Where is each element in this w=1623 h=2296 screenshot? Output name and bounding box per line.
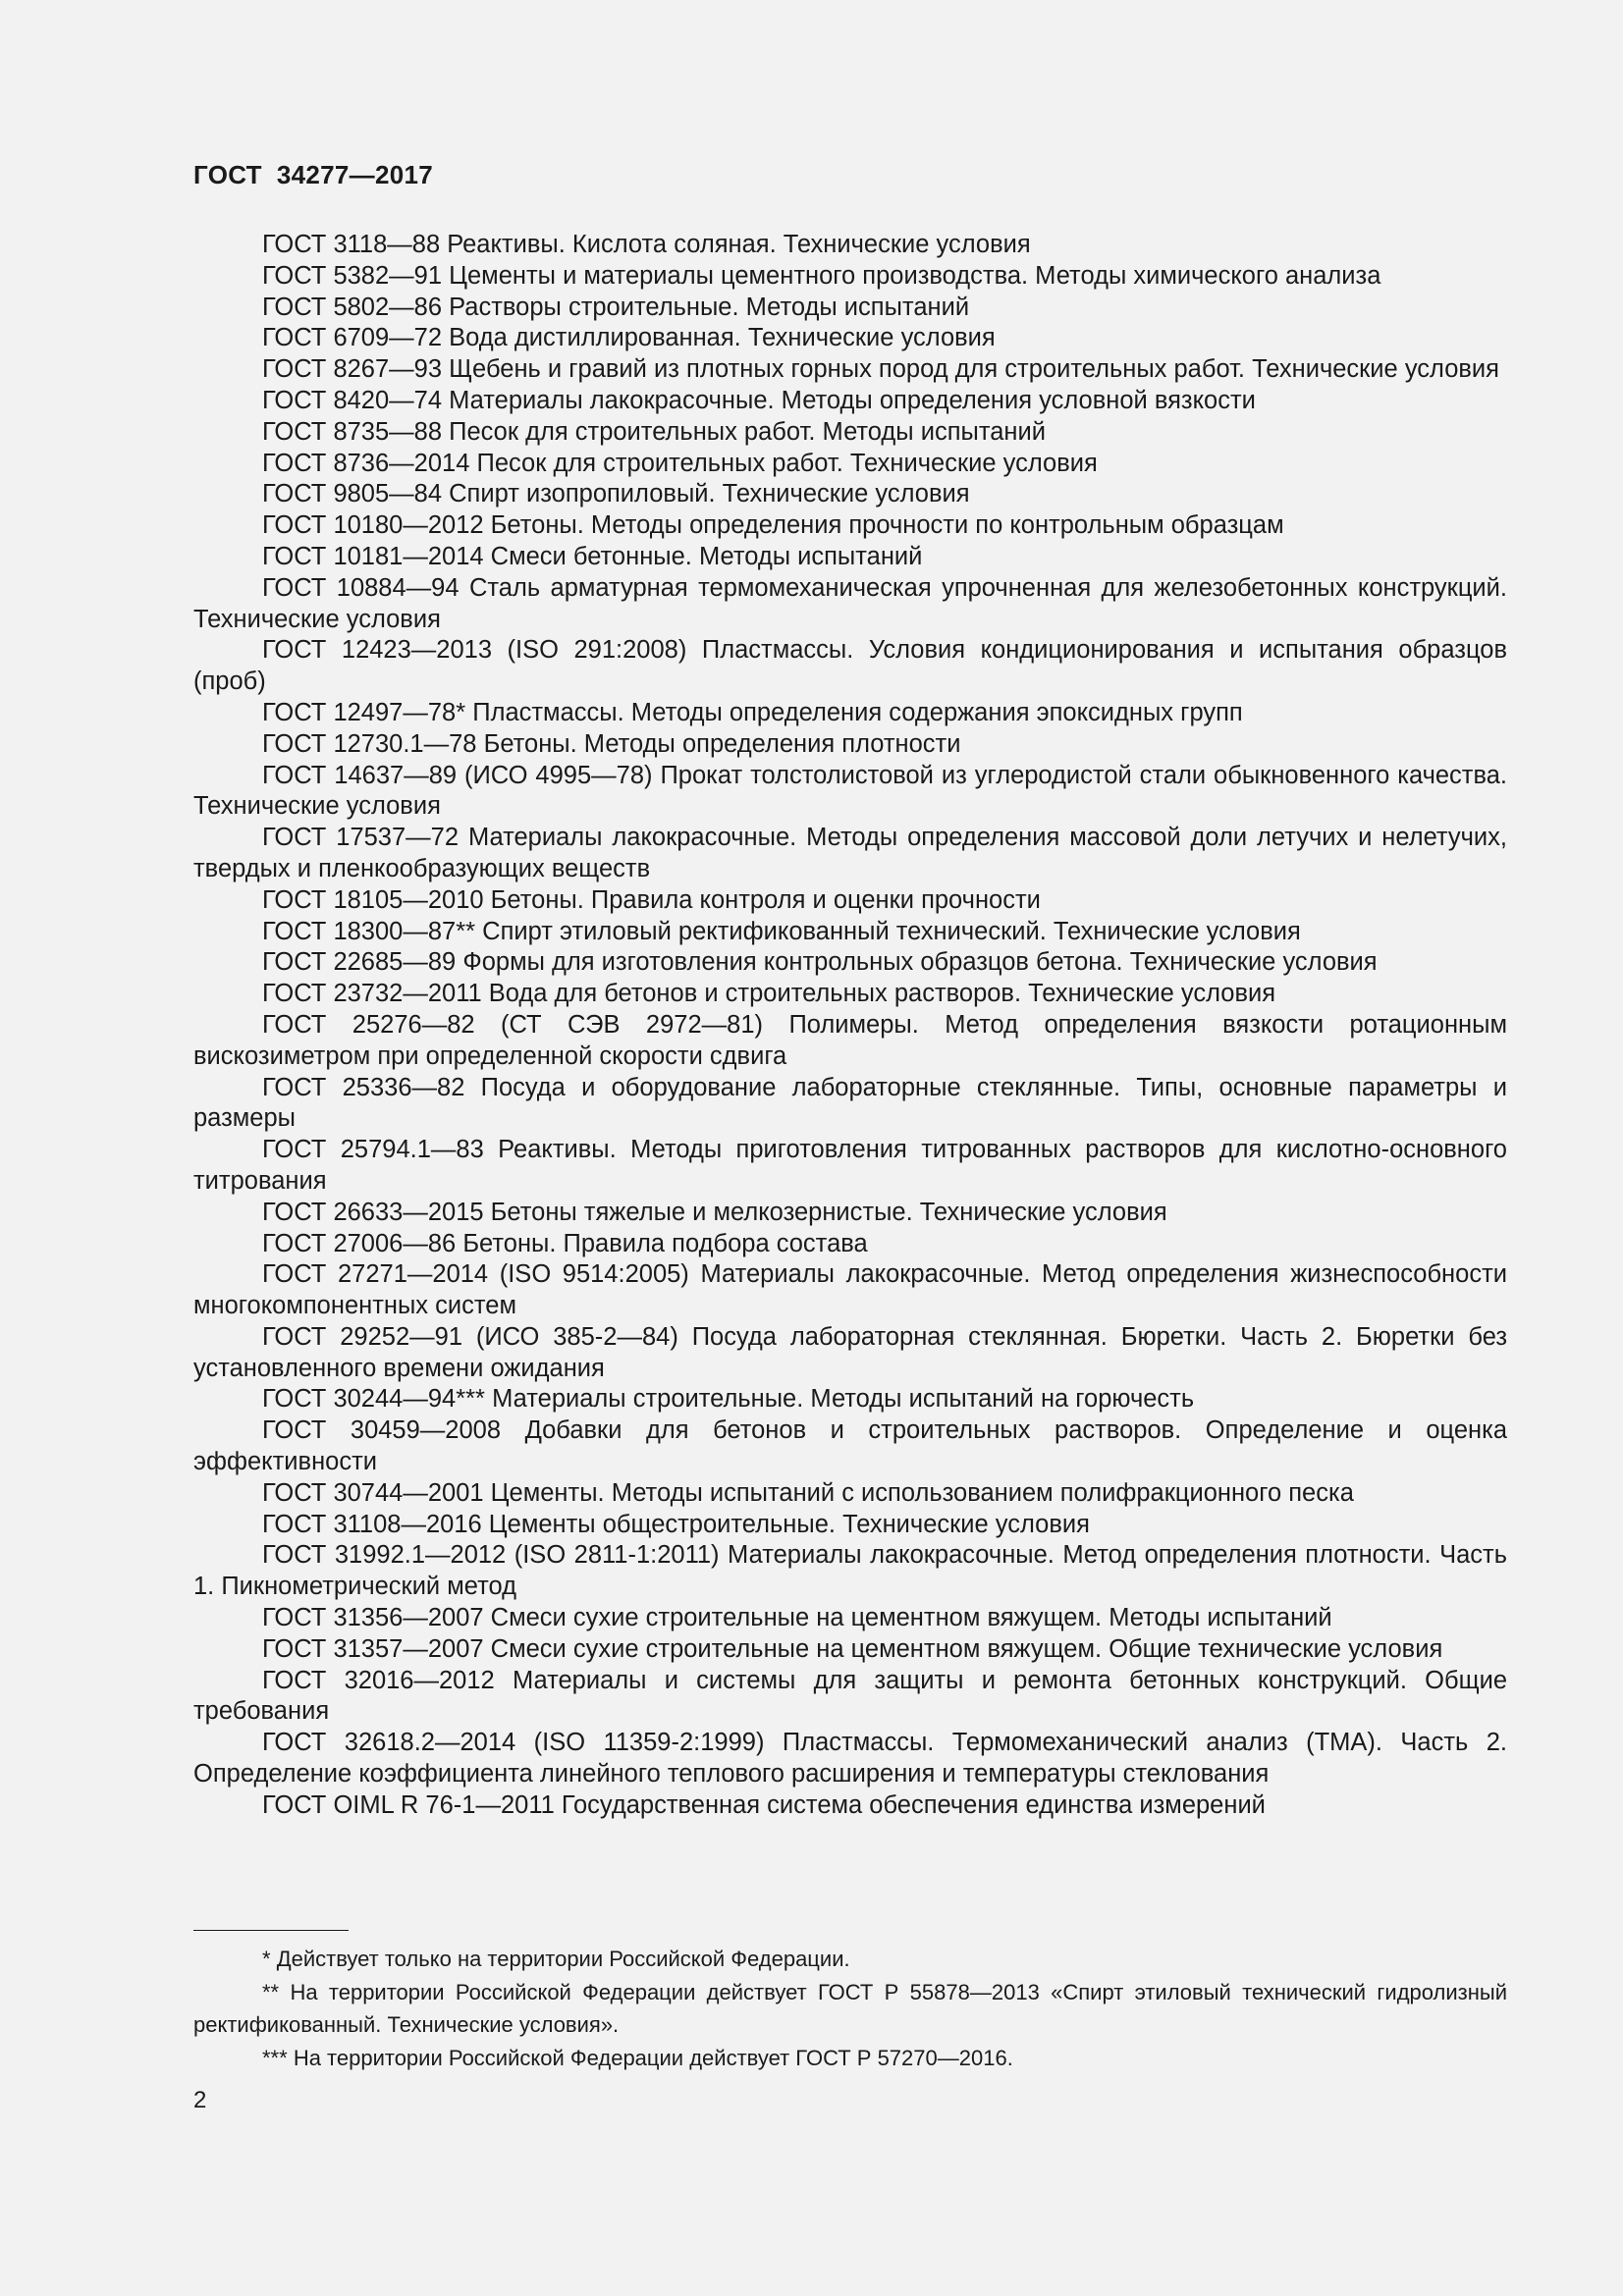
footnote-text: Действует только на территории Российской Федерации.: [276, 1947, 850, 1971]
reference-title: Вода для бетонов и строительных растворов. Технические условия: [488, 980, 1276, 1008]
reference-entry: [193, 1666, 1507, 1729]
reference-code: ГОСТ 18105—2010: [262, 885, 484, 914]
reference-code: ГОСТ 29252—91 (ИСО 385-2—84): [262, 1322, 678, 1351]
footnote-mark: **: [262, 1979, 280, 2004]
reference-entry: [193, 261, 1507, 293]
page-header-standard-number: ГОСТ 34277—2017: [193, 160, 434, 189]
reference-entry: [193, 417, 1507, 449]
reference-code: ГОСТ 8735—88: [262, 417, 443, 446]
reference-title: Прокат толстолистовой из углеродистой стали обыкновенного качества. Технические условия: [193, 761, 1507, 821]
reference-entry: [193, 823, 1507, 885]
reference-entry: [193, 729, 1507, 761]
reference-code: ГОСТ 23732—2011: [262, 980, 482, 1008]
reference-title: Щебень и гравий из плотных горных пород для строительных работ. Технические условия: [449, 355, 1499, 384]
reference-entry: [193, 1229, 1507, 1260]
reference-entry: [193, 1010, 1507, 1073]
reference-title: Цементы и материалы цементного производства. Методы химического анализа: [449, 261, 1381, 290]
reference-code: ГОСТ 25336—82: [262, 1073, 465, 1101]
reference-entry: [193, 1510, 1507, 1541]
reference-title: Спирт этиловый ректификованный технический. Технические условия: [482, 917, 1301, 945]
reference-entry: [193, 1135, 1507, 1198]
footnote-separator: [193, 1930, 349, 1931]
reference-title: Посуда лабораторная стеклянная. Бюретки. Часть 2. Бюретки без установленного времени ожидания: [193, 1322, 1508, 1382]
reference-title: Песок для строительных работ. Технические условия: [476, 449, 1098, 477]
reference-title: Добавки для бетонов и строительных растворов. Определение и оценка эффективности: [193, 1416, 1507, 1476]
reference-code: ГОСТ 3118—88: [262, 231, 441, 258]
reference-code: ГОСТ 12423—2013 (ISO 291:2008): [262, 636, 687, 665]
reference-code: ГОСТ 8736—2014: [262, 449, 470, 477]
reference-entry: [193, 1540, 1507, 1603]
reference-code: ГОСТ 27271—2014 (ISO 9514:2005): [262, 1260, 689, 1289]
reference-code: ГОСТ 8267—93: [262, 355, 443, 384]
reference-code: ГОСТ 14637—89 (ИСО 4995—78): [262, 761, 653, 789]
reference-title: Смеси сухие строительные на цементном вяжущем. Методы испытаний: [490, 1604, 1332, 1632]
reference-title: Пластмассы. Методы определения содержания эпоксидных групп: [472, 698, 1243, 726]
reference-code: ГОСТ OIML R 76-1—2011: [262, 1790, 555, 1819]
reference-entry: [193, 1603, 1507, 1634]
reference-code: ГОСТ 31108—2016: [262, 1510, 482, 1538]
reference-entry: [193, 573, 1507, 636]
reference-code: ГОСТ 12497—78*: [262, 698, 466, 726]
reference-code: ГОСТ 22685—89: [262, 948, 457, 977]
reference-title: Сталь арматурная термомеханическая упрочненная для железобетонных конструкций. Технические условия: [193, 573, 1507, 633]
reference-code: ГОСТ 31357—2007: [262, 1634, 484, 1663]
reference-entry: [193, 323, 1507, 354]
reference-entry: [193, 761, 1507, 824]
reference-entry: [193, 698, 1507, 729]
reference-code: ГОСТ 27006—86: [262, 1229, 457, 1257]
reference-title: Вода дистиллированная. Технические условия: [449, 324, 996, 352]
reference-code: ГОСТ 30459—2008: [262, 1416, 502, 1445]
reference-title: Пластмассы. Условия кондиционирования и испытания образцов (проб): [193, 636, 1507, 696]
footnote: [193, 1943, 1507, 1976]
reference-code: ГОСТ 10181—2014: [262, 542, 484, 570]
reference-title: Цементы. Методы испытаний с использованием полифракционного песка: [490, 1478, 1354, 1507]
reference-entry: [193, 479, 1507, 510]
reference-code: ГОСТ 10884—94: [262, 573, 460, 602]
reference-title: Бетоны. Методы определения прочности по контрольным образцам: [490, 511, 1284, 540]
reference-entry: [193, 386, 1507, 417]
reference-title: Растворы строительные. Методы испытаний: [449, 293, 970, 321]
reference-title: Реактивы. Кислота соляная. Технические условия: [447, 231, 1031, 258]
reference-code: ГОСТ 31992.1—2012 (ISO 2811-1:2011): [262, 1541, 720, 1570]
reference-entry: [193, 542, 1507, 573]
reference-entry: [193, 1322, 1507, 1385]
reference-title: Реактивы. Методы приготовления титрованных растворов для кислотно-основного титрования: [193, 1136, 1507, 1195]
reference-entry: [193, 947, 1507, 979]
reference-entry: [193, 979, 1507, 1010]
normative-references-list: [193, 230, 1507, 1822]
reference-code: ГОСТ 6709—72: [262, 324, 443, 352]
reference-code: ГОСТ 32016—2012: [262, 1666, 495, 1694]
reference-code: ГОСТ 30744—2001: [262, 1478, 484, 1507]
reference-title: Смеси сухие строительные на цементном вяжущем. Общие технические условия: [490, 1634, 1443, 1663]
footnote-text: На территории Российской Федерации действует ГОСТ Р 55878—2013 «Спирт этиловый технический гидролизный ректификованный. Технические условия».: [193, 1979, 1507, 2037]
footnote-text: На территории Российской Федерации действует ГОСТ Р 57270—2016.: [293, 2045, 1013, 2070]
reference-entry: [193, 1259, 1507, 1322]
reference-title: Смеси бетонные. Методы испытаний: [490, 542, 923, 570]
reference-title: Материалы и системы для защиты и ремонта бетонных конструкций. Общие требования: [193, 1666, 1508, 1726]
reference-code: ГОСТ 9805—84: [262, 480, 443, 508]
reference-entry: [193, 510, 1507, 542]
reference-entry: [193, 917, 1507, 948]
reference-entry: [193, 1384, 1507, 1415]
footnotes-list: [193, 1943, 1507, 2074]
reference-title: Материалы строительные. Методы испытаний на горючесть: [492, 1385, 1195, 1414]
reference-code: ГОСТ 10180—2012: [262, 511, 484, 540]
reference-entry: [193, 1634, 1507, 1666]
reference-entry: [193, 1728, 1507, 1790]
reference-entry: [193, 230, 1507, 261]
reference-title: Цементы общестроительные. Технические условия: [488, 1510, 1090, 1538]
reference-title: Бетоны. Методы определения плотности: [483, 729, 961, 758]
reference-code: ГОСТ 31356—2007: [262, 1604, 484, 1632]
reference-title: Полимеры. Метод определения вязкости ротационным вискозиметром при определенной скорости сдвига: [193, 1010, 1507, 1070]
reference-entry: [193, 354, 1507, 386]
reference-code: ГОСТ 5382—91: [262, 261, 443, 290]
footnote: [193, 1976, 1507, 2042]
reference-entry: [193, 1478, 1507, 1510]
reference-code: ГОСТ 25276—82 (СТ СЭВ 2972—81): [262, 1010, 764, 1039]
reference-entry: [193, 1790, 1507, 1822]
reference-entry: [193, 293, 1507, 324]
reference-code: ГОСТ 32618.2—2014 (ISO 11359-2:1999): [262, 1729, 765, 1757]
reference-entry: [193, 1415, 1507, 1478]
reference-title: Материалы лакокрасочные. Методы определения массовой доли летучих и нелетучих, твердых и пленкообразующих веществ: [193, 824, 1507, 882]
reference-title: Посуда и оборудование лабораторные стеклянные. Типы, основные параметры и размеры: [193, 1073, 1507, 1133]
reference-entry: [193, 635, 1507, 698]
reference-title: Бетоны. Правила подбора состава: [462, 1229, 868, 1257]
reference-title: Бетоны. Правила контроля и оценки прочности: [490, 885, 1041, 914]
reference-title: Спирт изопропиловый. Технические условия: [449, 480, 970, 508]
reference-entry: [193, 1198, 1507, 1229]
reference-entry: [193, 449, 1507, 480]
reference-code: ГОСТ 25794.1—83: [262, 1136, 484, 1164]
reference-title: Песок для строительных работ. Методы испытаний: [449, 417, 1046, 446]
reference-title: Государственная система обеспечения единства измерений: [561, 1790, 1266, 1819]
footnote-mark: ***: [262, 2045, 288, 2070]
reference-code: ГОСТ 8420—74: [262, 386, 443, 414]
reference-title: Бетоны тяжелые и мелкозернистые. Технические условия: [490, 1198, 1167, 1226]
reference-title: Материалы лакокрасочные. Методы определения условной вязкости: [449, 386, 1256, 414]
reference-code: ГОСТ 30244—94***: [262, 1385, 485, 1414]
footnote-mark: *: [262, 1947, 271, 1971]
reference-code: ГОСТ 18300—87**: [262, 917, 476, 945]
reference-title: Формы для изготовления контрольных образцов бетона. Технические условия: [462, 948, 1378, 977]
reference-entry: [193, 885, 1507, 917]
reference-code: ГОСТ 17537—72: [262, 824, 460, 852]
reference-title: Пластмассы. Термомеханический анализ (ТМА). Часть 2. Определение коэффициента линейного теплового расширения и температуры стеклования: [193, 1729, 1508, 1789]
reference-entry: [193, 1073, 1507, 1136]
page-number: 2: [193, 2087, 207, 2113]
reference-code: ГОСТ 5802—86: [262, 293, 443, 321]
footnote: [193, 2042, 1507, 2075]
reference-title: Материалы лакокрасочные. Метод определения плотности. Часть 1. Пикнометрический метод: [193, 1541, 1507, 1601]
reference-code: ГОСТ 12730.1—78: [262, 729, 477, 758]
reference-code: ГОСТ 26633—2015: [262, 1198, 484, 1226]
reference-title: Материалы лакокрасочные. Метод определения жизнеспособности многокомпонентных систем: [193, 1260, 1507, 1320]
